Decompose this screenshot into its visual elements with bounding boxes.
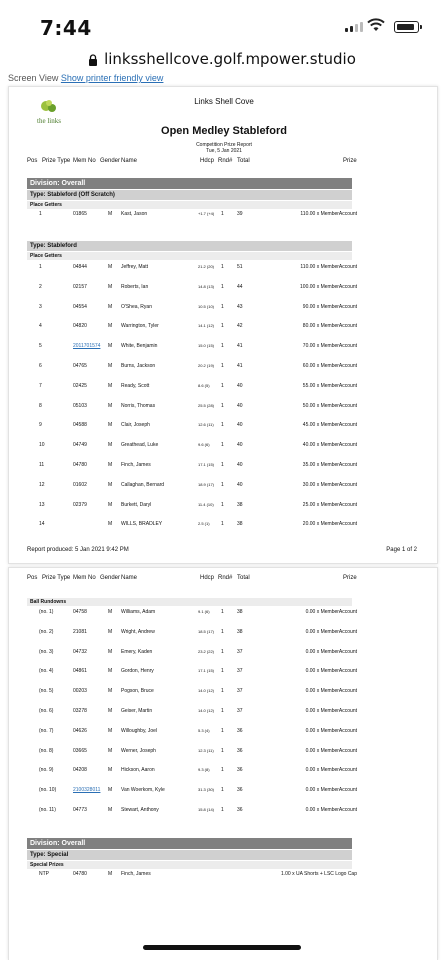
lock-icon — [88, 54, 98, 66]
position-cell: 5 — [39, 343, 42, 350]
result-row — [27, 707, 357, 715]
member-number-cell: 04758 — [73, 609, 87, 615]
player-name-cell: Pogson, Bruce — [121, 688, 154, 695]
round-cell: 1 — [221, 648, 224, 655]
col-mem-no: Mem No — [73, 158, 96, 164]
report-page-2 — [8, 567, 438, 960]
player-name-cell: O'Shea, Ryan — [121, 303, 152, 310]
gender-cell: M — [108, 264, 113, 270]
result-row — [27, 747, 357, 755]
gender-cell: M — [108, 422, 113, 429]
gender-cell: M — [108, 343, 113, 350]
position-cell: (no. 5) — [39, 688, 54, 695]
position-cell: 12 — [39, 481, 45, 488]
player-name-cell: Wright, Andrew — [121, 628, 155, 635]
handicap-cell: 14.0 (12) — [198, 708, 215, 713]
player-name-cell: Finch, James — [121, 871, 151, 877]
prize-cell: 60.00 x MemberAccount — [302, 363, 357, 369]
col-rnd: Rnd# — [218, 158, 233, 164]
screen-view-bar — [8, 73, 163, 83]
result-row — [27, 766, 357, 774]
gender-cell: M — [108, 462, 113, 468]
gender-cell: M — [108, 501, 113, 508]
player-name-cell: Gordon, Henry — [121, 668, 154, 675]
total-cell: 41 — [237, 363, 243, 369]
prize-cell: 20.00 x MemberAccount — [302, 521, 357, 528]
round-cell: 1 — [221, 442, 224, 449]
member-number-cell: 04820 — [73, 323, 87, 330]
player-name-cell: Van Woerkom, Kyle — [121, 787, 165, 794]
position-cell: (no. 1) — [39, 609, 54, 615]
type-header: Type: Stableford — [27, 241, 352, 251]
total-cell: 40 — [237, 402, 243, 409]
col-mem-no: Mem No — [73, 575, 96, 581]
player-name-cell: Greathead, Luke — [121, 442, 159, 449]
handicap-cell: 11.4 (10) — [198, 501, 214, 507]
prize-cell: 110.00 x MemberAccount — [300, 211, 357, 217]
type-header: Type: Stableford (Off Scratch) — [27, 190, 352, 200]
result-row — [27, 441, 357, 449]
position-cell: 1 — [39, 264, 42, 270]
gender-cell: M — [108, 767, 113, 774]
result-row — [27, 786, 357, 794]
position-cell: 2 — [39, 283, 42, 290]
report-produced: Report produced: 5 Jan 2021 9:42 PM — [27, 547, 129, 553]
handicap-cell: 14.1 (12) — [198, 323, 215, 329]
prize-cell: 100.00 x MemberAccount — [300, 283, 357, 290]
total-cell: 42 — [237, 323, 243, 330]
round-cell: 1 — [221, 688, 224, 695]
member-number-cell: 04554 — [73, 303, 87, 310]
prize-cell: 40.00 x MemberAccount — [302, 442, 357, 449]
member-number-cell: 04208 — [73, 767, 87, 774]
division-header: Division: Overall — [27, 178, 352, 189]
position-cell: (no. 9) — [39, 767, 54, 774]
total-cell: 39 — [237, 211, 243, 217]
round-cell: 1 — [221, 767, 224, 774]
prize-cell: 0.00 x MemberAccount — [305, 787, 357, 794]
player-name-cell: Burns, Jackson — [121, 363, 156, 369]
result-row — [27, 608, 357, 616]
player-name-cell: Kast, Jason — [121, 211, 148, 217]
col-prize-type: Prize Type — [42, 575, 71, 581]
position-cell: 11 — [39, 462, 45, 468]
member-number-cell: 04773 — [73, 807, 87, 813]
member-number-cell: 02425 — [73, 382, 87, 389]
result-row — [27, 628, 357, 636]
handicap-cell: 31.3 (30) — [198, 787, 215, 793]
member-number-cell: 21081 — [73, 628, 87, 635]
handicap-cell: 12.6 (11) — [198, 422, 214, 428]
address-bar[interactable] — [0, 46, 444, 72]
report-name: Competition Prize Report — [196, 142, 252, 148]
result-row — [27, 283, 357, 291]
round-cell: 1 — [221, 708, 224, 714]
place-getters-header: Place Getters — [27, 252, 352, 260]
gender-cell: M — [108, 648, 113, 655]
player-name-cell: White, Benjamin — [121, 343, 158, 350]
total-cell: 36 — [237, 727, 243, 734]
handicap-cell: 17.1 (15) — [198, 668, 215, 674]
prize-cell: 0.00 x MemberAccount — [305, 747, 357, 754]
member-number-cell: 04765 — [73, 363, 87, 369]
gender-cell: M — [108, 442, 113, 449]
player-name-cell: Geiser, Martin — [121, 708, 153, 714]
total-cell: 37 — [237, 648, 243, 655]
col-hdcp: Hdcp — [200, 575, 215, 581]
player-name-cell: Stewart, Anthony — [121, 807, 159, 813]
col-gender: Gender — [100, 158, 121, 164]
total-cell: 40 — [237, 462, 243, 468]
member-number-cell: 02379 — [73, 501, 87, 508]
result-row — [27, 303, 357, 311]
prize-cell: 55.00 x MemberAccount — [302, 382, 357, 389]
position-cell: 3 — [39, 303, 42, 310]
round-cell: 1 — [221, 481, 224, 488]
prize-cell: 90.00 x MemberAccount — [302, 303, 357, 310]
col-total: Total — [237, 158, 250, 164]
gender-cell: M — [108, 481, 113, 488]
prize-cell: 110.00 x MemberAccount — [300, 264, 357, 270]
player-name-cell: Jeffrey, Matt — [121, 264, 149, 270]
position-cell: 10 — [39, 442, 45, 449]
col-name: Name — [121, 158, 138, 164]
round-cell: 1 — [221, 422, 224, 429]
total-cell: 40 — [237, 382, 243, 389]
col-gender: Gender — [100, 575, 121, 581]
position-cell: (no. 7) — [39, 727, 54, 734]
prize-cell: 0.00 x MemberAccount — [305, 727, 357, 734]
clock: 7:44 — [40, 16, 92, 40]
position-cell: (no. 2) — [39, 628, 54, 635]
position-cell: (no. 6) — [39, 708, 54, 714]
position-cell: (no. 4) — [39, 668, 54, 675]
col-hdcp: Hdcp — [200, 158, 215, 164]
prize-cell: 0.00 x MemberAccount — [305, 767, 357, 774]
player-name-cell: Warrington, Tyler — [121, 323, 159, 330]
handicap-cell: +1.7 (+4) — [198, 211, 215, 216]
round-cell: 1 — [221, 283, 224, 290]
special-prizes-header: Special Prizes — [27, 861, 352, 869]
gender-cell: M — [108, 708, 113, 714]
handicap-cell: 17.1 (15) — [198, 462, 215, 467]
col-rnd: Rnd# — [218, 575, 233, 581]
member-number-cell: 02157 — [73, 283, 87, 290]
handicap-cell: 15.8 (14) — [198, 807, 215, 812]
member-number-cell: 04780 — [73, 871, 87, 877]
result-row — [27, 870, 357, 878]
handicap-cell: 5.3 (4) — [198, 727, 210, 733]
prize-cell: 0.00 x MemberAccount — [305, 807, 357, 813]
gender-cell: M — [108, 609, 113, 615]
member-number-cell: 04749 — [73, 442, 87, 449]
player-name-cell: Williams, Adam — [121, 609, 156, 615]
round-cell: 1 — [221, 628, 224, 635]
gender-cell: M — [108, 402, 113, 409]
total-cell: 40 — [237, 442, 243, 449]
player-name-cell: Werner, Joseph — [121, 747, 156, 754]
round-cell: 1 — [221, 501, 224, 508]
prize-cell: 50.00 x MemberAccount — [302, 402, 357, 409]
round-cell: 1 — [221, 609, 224, 615]
total-cell: 41 — [237, 343, 243, 350]
gender-cell: M — [108, 688, 113, 695]
division-header: Division: Overall — [27, 838, 352, 849]
handicap-cell: 23.2 (22) — [198, 648, 215, 654]
result-row — [27, 481, 357, 489]
page-number: Page 1 of 2 — [386, 547, 417, 553]
gender-cell: M — [108, 363, 113, 369]
player-name-cell: Emery, Kaden — [121, 648, 153, 655]
gender-cell: M — [108, 668, 113, 675]
result-row — [27, 322, 357, 330]
total-cell: 37 — [237, 708, 243, 714]
player-name-cell: Burkett, Daryl — [121, 501, 152, 508]
round-cell: 1 — [221, 787, 224, 794]
position-cell: (no. 3) — [39, 648, 54, 655]
handicap-cell: 14.0 (12) — [198, 688, 215, 694]
player-name-cell: Roberts, Ian — [121, 283, 149, 290]
result-row — [27, 342, 357, 350]
handicap-cell: 25.5 (28) — [198, 402, 215, 408]
total-cell: 43 — [237, 303, 243, 310]
total-cell: 36 — [237, 747, 243, 754]
column-headers — [27, 158, 427, 168]
result-row — [27, 667, 357, 675]
handicap-cell: 20.2 (19) — [198, 363, 215, 368]
result-row — [27, 687, 357, 695]
position-cell: 7 — [39, 382, 42, 389]
round-cell: 1 — [221, 303, 224, 310]
handicap-cell: 9.6 (6) — [198, 442, 210, 448]
prize-cell: 1.00 x UA Shorts + LSC Logo Cap — [280, 871, 357, 877]
position-cell: 6 — [39, 363, 42, 369]
position-cell: NTP — [39, 871, 49, 877]
screen-view-label: Screen View — [8, 73, 59, 83]
result-row — [27, 210, 357, 218]
result-row — [27, 461, 357, 469]
member-number-cell: 01865 — [73, 211, 87, 217]
member-number-cell: 03278 — [73, 708, 87, 714]
prize-cell: 25.00 x MemberAccount — [302, 501, 357, 508]
player-name-cell: Willoughby, Joel — [121, 727, 158, 734]
prize-cell: 0.00 x MemberAccount — [305, 688, 357, 695]
member-number-cell: 04732 — [73, 648, 87, 655]
player-name-cell: WILLS, BRADLEY — [121, 521, 163, 528]
result-row — [27, 362, 357, 370]
col-prize-type: Prize Type — [42, 158, 71, 164]
handicap-cell: 8.6 (5) — [198, 382, 210, 388]
member-number-cell: 04626 — [73, 727, 87, 734]
member-number-cell: 04588 — [73, 422, 87, 429]
logo-text: the links — [37, 117, 61, 125]
prize-cell: 0.00 x MemberAccount — [305, 708, 357, 714]
result-row — [27, 520, 357, 528]
prize-cell: 80.00 x MemberAccount — [302, 323, 357, 330]
gender-cell: M — [108, 521, 113, 528]
prize-cell: 70.00 x MemberAccount — [302, 343, 357, 350]
position-cell: 9 — [39, 422, 42, 429]
home-indicator[interactable] — [143, 945, 301, 950]
total-cell: 38 — [237, 521, 243, 528]
position-cell: 4 — [39, 323, 42, 330]
type-header: Type: Special — [27, 850, 352, 860]
place-getters-header: Place Getters — [27, 201, 352, 209]
org-name: Links Shell Cove — [194, 97, 254, 106]
col-name: Name — [121, 575, 138, 581]
round-cell: 1 — [221, 323, 224, 330]
position-cell: 14 — [39, 521, 45, 528]
result-row — [27, 402, 357, 410]
total-cell: 36 — [237, 787, 243, 794]
total-cell: 38 — [237, 628, 243, 635]
prize-cell: 0.00 x MemberAccount — [305, 648, 357, 655]
total-cell: 37 — [237, 668, 243, 675]
status-bar — [0, 0, 444, 44]
position-cell: (no. 11) — [39, 807, 56, 813]
result-row — [27, 648, 357, 656]
member-number-link[interactable]: 2011701574 — [73, 343, 101, 350]
column-headers — [27, 575, 427, 585]
total-cell: 40 — [237, 481, 243, 488]
round-cell: 1 — [221, 747, 224, 754]
result-row — [27, 263, 357, 271]
report-date: Tue, 5 Jan 2021 — [206, 148, 242, 154]
gender-cell: M — [108, 787, 113, 794]
report-page-1 — [8, 86, 438, 564]
round-cell: 1 — [221, 462, 224, 468]
result-row — [27, 421, 357, 429]
handicap-cell: 18.9 (17) — [198, 481, 215, 487]
handicap-cell: 18.5 (17) — [198, 628, 215, 634]
member-number-cell: 04780 — [73, 462, 87, 468]
round-cell: 1 — [221, 521, 224, 528]
gender-cell: M — [108, 382, 113, 389]
player-name-cell: Ready, Scott — [121, 382, 150, 389]
member-number-link[interactable]: 2100328011 — [73, 787, 101, 794]
round-cell: 1 — [221, 363, 224, 369]
total-cell: 51 — [237, 264, 243, 270]
prize-cell: 35.00 x MemberAccount — [302, 462, 357, 468]
player-name-cell: Callaghan, Bernard — [121, 481, 165, 488]
gender-cell: M — [108, 727, 113, 734]
player-name-cell: Finch, James — [121, 462, 151, 468]
round-cell: 1 — [221, 402, 224, 409]
gender-cell: M — [108, 747, 113, 754]
total-cell: 36 — [237, 767, 243, 774]
handicap-cell: 9.1 (6) — [198, 609, 210, 614]
prize-cell: 45.00 x MemberAccount — [302, 422, 357, 429]
gender-cell: M — [108, 303, 113, 310]
gender-cell: M — [108, 628, 113, 635]
round-cell: 1 — [221, 807, 224, 813]
prize-cell: 0.00 x MemberAccount — [305, 609, 357, 615]
member-number-cell: 05103 — [73, 402, 87, 409]
position-cell: 1 — [39, 211, 42, 217]
round-cell: 1 — [221, 211, 224, 217]
col-prize: Prize — [343, 158, 357, 164]
gender-cell: M — [108, 871, 113, 877]
round-cell: 1 — [221, 343, 224, 350]
gender-cell: M — [108, 211, 113, 217]
total-cell: 40 — [237, 422, 243, 429]
prize-cell: 0.00 x MemberAccount — [305, 628, 357, 635]
member-number-cell: 00203 — [73, 688, 87, 695]
handicap-cell: 21.2 (20) — [198, 264, 215, 269]
player-name-cell: Hickson, Aaron — [121, 767, 155, 774]
printer-friendly-link[interactable]: Show printer friendly view — [60, 73, 164, 83]
round-cell: 1 — [221, 264, 224, 270]
handicap-cell: 14.8 (13) — [198, 283, 215, 289]
round-cell: 1 — [221, 382, 224, 389]
ball-rundowns-header: Ball Rundowns — [27, 598, 352, 606]
handicap-cell: 2.5 (1) — [198, 521, 210, 527]
col-pos: Pos — [27, 575, 38, 581]
result-row — [27, 727, 357, 735]
position-cell: 8 — [39, 402, 42, 409]
round-cell: 1 — [221, 727, 224, 734]
member-number-cell: 04844 — [73, 264, 87, 270]
handicap-cell: 10.5 (10) — [198, 303, 215, 309]
total-cell: 38 — [237, 501, 243, 508]
total-cell: 37 — [237, 688, 243, 695]
col-prize: Prize — [343, 575, 357, 581]
gender-cell: M — [108, 807, 113, 813]
member-number-cell: 04861 — [73, 668, 87, 675]
member-number-cell: 01602 — [73, 481, 87, 488]
cellular-signal-icon — [345, 22, 363, 32]
col-total: Total — [237, 575, 250, 581]
handicap-cell: 9.3 (8) — [198, 767, 210, 773]
position-cell: (no. 10) — [39, 787, 57, 794]
competition-title: Open Medley Stableford — [161, 125, 287, 137]
position-cell: 13 — [39, 501, 45, 508]
prize-cell: 30.00 x MemberAccount — [302, 481, 357, 488]
prize-cell: 0.00 x MemberAccount — [305, 668, 357, 675]
gender-cell: M — [108, 283, 113, 290]
result-row — [27, 382, 357, 390]
handicap-cell: 15.0 (15) — [198, 343, 215, 349]
position-cell: (no. 8) — [39, 747, 54, 754]
round-cell: 1 — [221, 668, 224, 675]
result-row — [27, 501, 357, 509]
gender-cell: M — [108, 323, 113, 330]
total-cell: 44 — [237, 283, 243, 290]
total-cell: 38 — [237, 609, 243, 615]
total-cell: 36 — [237, 807, 243, 813]
member-number-cell: 03665 — [73, 747, 87, 754]
url-text: linksshellcove.golf.mpower.studio — [104, 50, 356, 68]
player-name-cell: Clair, Joseph — [121, 422, 150, 429]
wifi-icon — [367, 18, 385, 32]
player-name-cell: Norris, Thomas — [121, 402, 156, 409]
result-row — [27, 806, 357, 814]
battery-icon — [394, 21, 419, 33]
col-pos: Pos — [27, 158, 38, 164]
handicap-cell: 12.3 (11) — [198, 747, 214, 753]
